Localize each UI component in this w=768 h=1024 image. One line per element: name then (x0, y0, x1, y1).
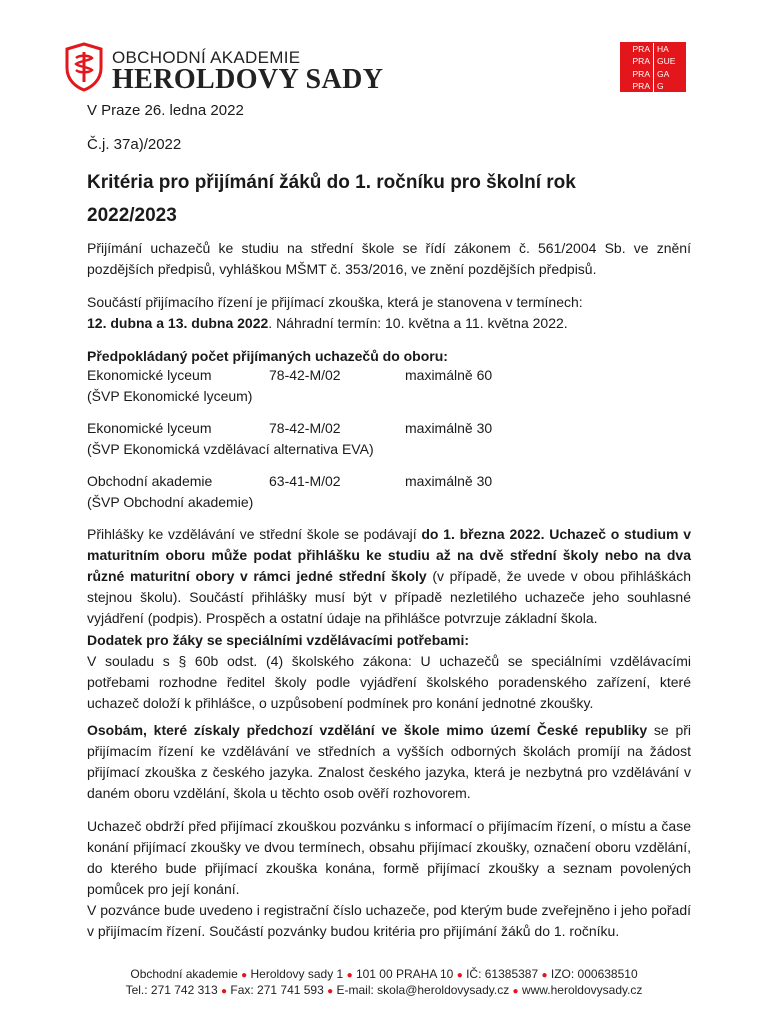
exam-dates-bold: 12. dubna a 13. dubna 2022 (87, 315, 269, 331)
footer-street: Heroldovy sady 1 (250, 967, 344, 981)
footer-contacts (0, 982, 768, 1000)
praha-badge-cell: HA (653, 43, 686, 55)
paragraph-special-needs (87, 630, 691, 714)
program-capacity: maximálně 30 (405, 420, 493, 436)
separator-dot-icon: ● (241, 970, 248, 981)
special-needs-heading: Dodatek pro žáky se speciálními vzdělávacími potřebami: (87, 632, 470, 648)
praha-badge-cell: PRA (632, 68, 650, 79)
footer-phone: Tel.: 271 742 313 (125, 983, 218, 997)
praha-badge-cell: GA (653, 68, 686, 80)
praha-badge-cell: GUE (653, 55, 686, 67)
title-line2: 2022/2023 (87, 205, 177, 226)
program-svp: (ŠVP Ekonomické lyceum) (87, 388, 253, 404)
paragraph-legal-basis: Přijímání uchazečů ke studiu na střední škole se řídí zákonem č. 561/2004 Sb. ve znění pozdějších předpisů, vyhláškou MŠMT č. 353/2016, ve znění pozdějších předpisů. (87, 240, 691, 277)
applications-deadline-bold: do 1. března 2022. Uchazeč o studium v maturitním oboru může podat přihlášku ke studiu až na dvě střední školy nebo na dva různé maturitní obory v rámci jedné střední školy (87, 526, 691, 584)
footer-ico: IČ: 61385387 (466, 967, 539, 981)
title-line1: Kritéria pro přijímání žáků do 1. ročníku pro školní rok (87, 172, 576, 193)
program-capacity: maximálně 30 (405, 473, 493, 489)
separator-dot-icon: ● (346, 970, 353, 981)
program-capacity: maximálně 60 (405, 367, 493, 383)
place-date: V Praze 26. ledna 2022 (87, 102, 244, 119)
school-shield-logo-icon (64, 42, 104, 92)
paragraph-exam-dates (87, 292, 691, 334)
exam-dates-substitute: . Náhradní termín: 10. května a 11. května 2022. (268, 315, 568, 331)
foreign-education-bold: Osobám, které získaly předchozí vzdělání ve škole mimo území České republiky (87, 722, 648, 738)
applications-intro: Přihlášky ke vzdělávání ve střední škole se podávají (87, 526, 422, 542)
exam-dates-intro: Součástí přijímacího řízení je přijímací zkouška, která je stanovena v termínech: (87, 294, 583, 310)
foreign-education-rest: se při přijímacím řízení ke vzdělávání ve středních a vyšších odborných školách promíjí na žádost přijímací zkouška z českého jazyka. Znalost českého jazyka, která je nezbytná pro vzdělávání v daném oboru vzdělání, škola u těchto osob ověří rozhovorem. (87, 722, 692, 801)
praha-badge (620, 42, 686, 92)
footer-izo: IZO: 000638510 (550, 967, 638, 981)
separator-dot-icon: ● (456, 970, 463, 981)
footer-email-link[interactable]: E-mail: skola@heroldovysady.cz (336, 983, 510, 997)
paragraph-applications (87, 524, 691, 629)
program-code: 78-42-M/02 (269, 420, 341, 436)
paragraph-foreign-education (87, 720, 691, 804)
footer-website-link[interactable]: www.heroldovysady.cz (521, 983, 643, 997)
praha-badge-cell: PRA (632, 80, 650, 91)
praha-badge-cell: PRA (632, 56, 650, 67)
separator-dot-icon: ● (541, 970, 548, 981)
praha-badge-cell: G (653, 80, 686, 92)
paragraph-invitation (87, 816, 691, 942)
school-name-line2: HEROLDOVY SADY (112, 64, 384, 95)
footer-city: 101 00 PRAHA 10 (355, 967, 454, 981)
program-name: Ekonomické lyceum (87, 367, 212, 383)
program-svp: (ŠVP Obchodní akademie) (87, 494, 254, 510)
invitation-text: Uchazeč obdrží před přijímací zkouškou pozvánku s informací o přijímacím řízení, o místu a čase konání přijímací zkoušky ve dvou termínech, obsahu přijímací zkoušky, označení oboru vzdělání, do kterého bude přijímací zkouška konána, formě přijímací zkoušky a seznam povolených pomůcek pro její konání. (87, 818, 691, 897)
footer-school: Obchodní akademie (130, 967, 238, 981)
reference-number: Č.j. 37a)/2022 (87, 136, 182, 153)
applications-rest: (v případě, že uvede v obou přihláškách stejnou školu). Součástí přihlášky musí být v případě nezletilého uchazeče jeho souhlasné vyjádření (podpis). Prospěch a ostatní údaje na přihlášce potvrzuje základní škola. (87, 568, 691, 626)
program-name: Ekonomické lyceum (87, 420, 212, 436)
program-name: Obchodní akademie (87, 473, 213, 489)
program-code: 63-41-M/02 (269, 473, 341, 489)
separator-dot-icon: ● (220, 986, 228, 997)
invitation-registration: V pozvánce bude uvedeno i registrační číslo uchazeče, pod kterým bude zveřejněno i jeho pořadí v přijímacím řízení. Součástí pozvánky budou kritéria pro přijímání žáků do 1. ročníku. (87, 902, 691, 939)
programs-heading: Předpokládaný počet přijímaných uchazečů do oboru: (87, 348, 448, 364)
program-code: 78-42-M/02 (269, 367, 341, 383)
program-svp: (ŠVP Ekonomická vzdělávací alternativa EVA) (87, 441, 374, 457)
footer-fax: Fax: 271 741 593 (230, 983, 324, 997)
school-name-line1: OBCHODNÍ AKADEMIE (112, 48, 301, 67)
document-title (87, 166, 687, 232)
separator-dot-icon: ● (327, 986, 334, 997)
separator-dot-icon: ● (512, 986, 519, 997)
special-needs-text: V souladu s § 60b odst. (4) školského zákona: U uchazečů se speciálními vzdělávacími potřebami rozhodne ředitel školy podle vyjádření školského poradenského zařízení, které uchazeč doloží k přihlášce, o uzpůsobení podmínek pro konání jednotné zkoušky. (87, 653, 691, 711)
praha-badge-cell: PRA (632, 44, 650, 54)
